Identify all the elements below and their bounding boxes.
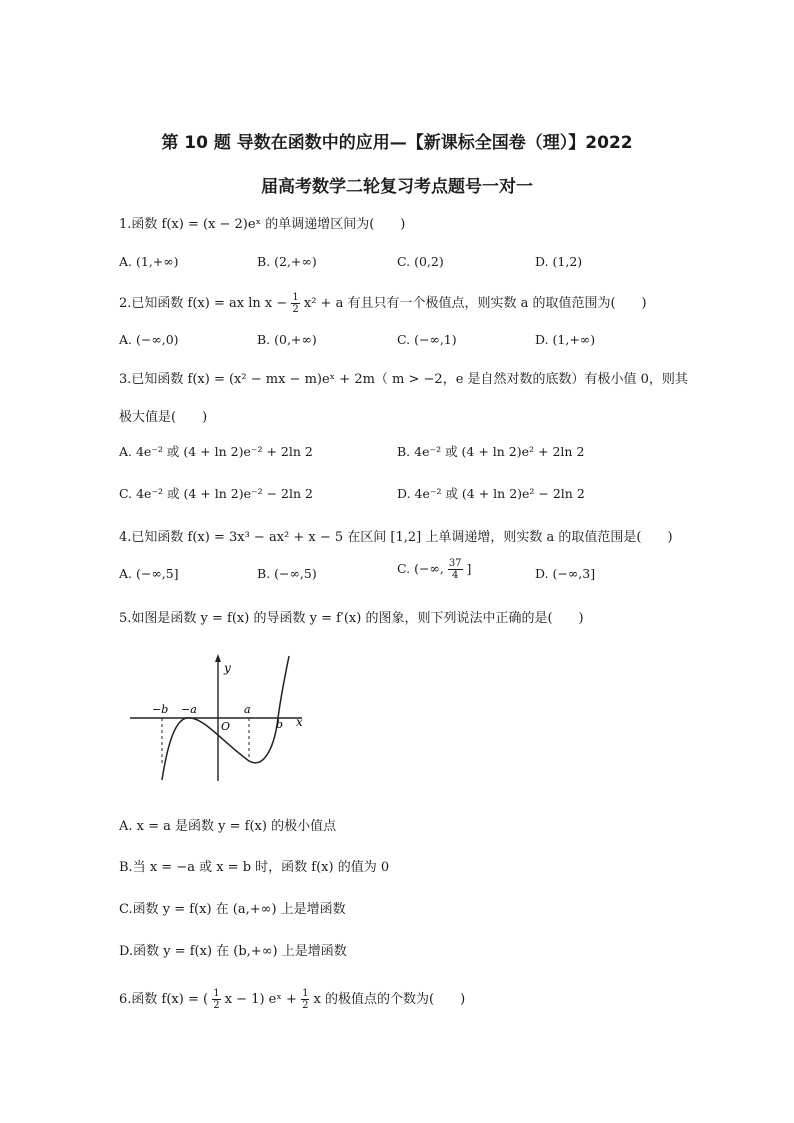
question-2-fraction-denominator: 2 — [292, 304, 299, 315]
graph-label-y: y — [224, 661, 231, 675]
question-4-option-a: A. (−∞,5] — [119, 566, 179, 581]
question-2-stem — [119, 292, 647, 315]
question-4-option-c-label: C. — [397, 561, 411, 576]
question-6-fraction-1-denominator: 2 — [213, 1000, 220, 1011]
derivative-graph — [118, 648, 318, 783]
question-6-fraction-1-numerator: 1 — [213, 988, 220, 999]
graph-label-x: x — [296, 715, 303, 729]
graph-label-a: a — [244, 703, 251, 716]
question-4-option-c-denominator: 4 — [451, 570, 459, 581]
question-2-option-c: C. (−∞,1) — [397, 332, 457, 347]
question-4-option-b: B. (−∞,5) — [257, 566, 317, 581]
question-3-option-b: B. 4e⁻² 或 (4 + ln 2)e² + 2ln 2 — [397, 444, 585, 459]
question-5-option-a: A. x = a 是函数 y = f(x) 的极小值点 — [119, 819, 337, 834]
question-6-fraction-2-denominator: 2 — [302, 1000, 309, 1011]
graph-label-neg-b: −b — [152, 703, 169, 716]
question-5-option-b: B.当 x = −a 或 x = b 时，函数 f(x) 的值为 0 — [119, 860, 390, 875]
question-4-option-d: D. (−∞,3] — [535, 566, 596, 581]
graph-label-origin: O — [221, 720, 231, 733]
question-5-option-d: D.函数 y = f(x) 在 (b,+∞) 上是增函数 — [119, 944, 347, 959]
question-2-option-d: D. (1,+∞) — [535, 332, 596, 347]
question-6-fraction-2 — [301, 988, 309, 1011]
graph-label-neg-a: −a — [181, 703, 197, 716]
question-6-stem — [119, 988, 465, 1011]
question-5-option-c: C.函数 y = f(x) 在 (a,+∞) 上是增函数 — [119, 902, 346, 917]
question-6-stem-mid: x − 1) eˣ + — [224, 992, 297, 1007]
question-2-stem-post: x² + a 有且只有一个极值点，则实数 a 的取值范围为( ) — [303, 296, 647, 311]
question-2-stem-pre: 2.已知函数 f(x) = ax ln x − — [119, 296, 288, 311]
question-1-stem: 1.函数 f(x) = (x − 2)eˣ 的单调递增区间为( ) — [119, 217, 406, 232]
question-3-stem-line-1: 3.已知函数 f(x) = (x² − mx − m)eˣ + 2m（ m > −2，e 是自然对数的底数）有极小值 0，则其 — [119, 372, 688, 387]
document-title-line-2: 届高考数学二轮复习考点题号一对一 — [261, 177, 533, 197]
question-4-stem: 4.已知函数 f(x) = 3x³ − ax² + x − 5 在区间 [1,2] 上单调递增，则实数 a 的取值范围是( ) — [119, 530, 673, 545]
question-4-option-c-pre: (−∞, — [414, 561, 444, 576]
question-6-fraction-1 — [212, 988, 220, 1011]
question-2-fraction-numerator: 1 — [292, 292, 299, 303]
document-title-line-1: 第 10 题 导数在函数中的应用—【新课标全国卷（理）】2022 — [161, 133, 633, 153]
question-2-fraction — [291, 292, 299, 315]
question-2-option-a: A. (−∞,0) — [119, 332, 179, 347]
y-axis-arrow — [215, 654, 221, 662]
question-3-option-d: D. 4e⁻² 或 (4 + ln 2)e² − 2ln 2 — [397, 486, 585, 501]
question-4-option-c — [397, 558, 471, 581]
graph-label-b: b — [276, 718, 284, 731]
question-6-stem-pre: 6.函数 f(x) = ( — [119, 992, 209, 1007]
question-6-fraction-2-numerator: 1 — [302, 988, 309, 999]
question-1-option-a: A. (1,+∞) — [119, 254, 179, 269]
question-3-option-a: A. 4e⁻² 或 (4 + ln 2)e⁻² + 2ln 2 — [119, 444, 313, 459]
question-6-stem-post: x 的极值点的个数为( ) — [313, 992, 466, 1007]
question-3-stem-line-2: 极大值是( ) — [119, 410, 208, 425]
question-1-option-b: B. (2,+∞) — [257, 254, 317, 269]
question-4-option-c-post: ] — [466, 561, 472, 576]
question-3-option-c: C. 4e⁻² 或 (4 + ln 2)e⁻² − 2ln 2 — [119, 486, 313, 501]
question-2-option-b: B. (0,+∞) — [257, 332, 317, 347]
question-4-option-c-numerator: 37 — [448, 558, 462, 569]
question-4-option-c-fraction — [448, 558, 463, 581]
question-1-option-d: D. (1,2) — [535, 254, 583, 269]
question-5-stem: 5.如图是函数 y = f(x) 的导函数 y = f′(x) 的图象，则下列说法中正确的是( ) — [119, 611, 584, 626]
question-1-option-c: C. (0,2) — [397, 254, 444, 269]
